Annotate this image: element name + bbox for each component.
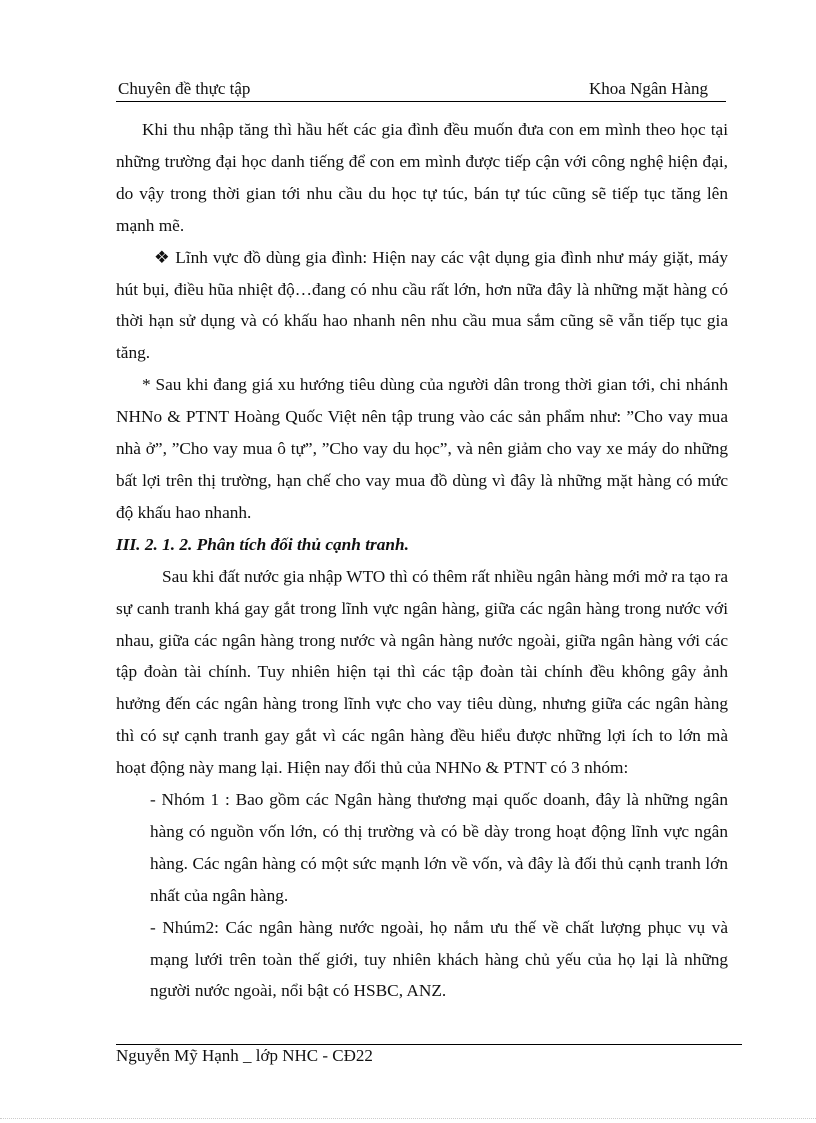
list-item-group-2: - Nhúm2: Các ngân hàng nước ngoài, họ nắm ưu thế về chất lượng phục vụ và mạng lưới trên toàn thế giới, tuy nhiên khách hàng chủ yếu của họ lại là những người nước ngoài, nổi bật có HSBC, ANZ. <box>150 917 728 1001</box>
header-department: Khoa Ngân Hàng <box>589 79 708 98</box>
header-title: Chuyên đề thực tập <box>118 79 251 98</box>
list-item-group-1: - Nhóm 1 : Bao gồm các Ngân hàng thương mại quốc doanh, đây là những ngân hàng có nguồn vốn lớn, có thị trường và có bề dày trong hoạt động lĩnh vực ngân hàng. Các ngân hàng có một sức mạnh lớn về vốn, và đây là đối thủ cạnh tranh lớn nhất của ngân hàng. <box>150 790 728 905</box>
paragraph-study-abroad: Khi thu nhập tăng thì hầu hết các gia đình đều muốn đưa con em mình theo học tại những trường đại học danh tiếng để con em mình được tiếp cận với công nghệ hiện đại, do vậy trong thời gian tới nhu cầu du học tự túc, bán tự túc cũng sẽ tiếp tục tăng lên mạnh mẽ. <box>116 120 728 235</box>
section-heading: III. 2. 1. 2. Phân tích đối thủ cạnh tranh. <box>116 534 409 554</box>
paragraph-conclusion: * Sau khi đang giá xu hướng tiêu dùng của người dân trong thời gian tới, chi nhánh NHNo & PTNT Hoàng Quốc Việt nên tập trung vào các sản phẩm như: ”Cho vay mua nhà ở”, ”Cho vay mua ô tự”, ”Cho vay du học”, và nên giảm cho vay xe máy do những bất lợi trên thị trường, hạn chế cho vay mua đồ dùng vì đây là những mặt hàng có mức độ khấu hao nhanh. <box>116 375 728 522</box>
page-header <box>116 77 726 101</box>
diamond-bullet-icon: ❖ <box>154 247 171 267</box>
document-body <box>116 114 728 1007</box>
header-rule <box>116 101 726 102</box>
paragraph-household-goods-text: Lĩnh vực đồ dùng gia đình: Hiện nay các vật dụng gia đình như máy giặt, máy hút bụi, điều hũa nhiệt độ…đang có nhu cầu rất lớn, hơn nữa đây là những mặt hàng có thời hạn sử dụng và có khấu hao nhanh nên nhu cầu mua sắm cũng sẽ vẫn tiếp tục gia tăng. <box>116 247 728 363</box>
page-footer: Nguyễn Mỹ Hạnh _ lớp NHC - CĐ22 <box>116 1046 373 1065</box>
paragraph-household-goods <box>116 242 728 370</box>
paragraph-competitors: Sau khi đất nước gia nhập WTO thì có thêm rất nhiều ngân hàng mới mở ra tạo ra sự canh tranh khá gay gắt trong lĩnh vực ngân hàng, giữa các ngân hàng trong nước với nhau, giữa các ngân hàng trong nước và ngân hàng nước ngoài, giữa ngân hàng với các tập đoàn tài chính. Tuy nhiên hiện tại thì các tập đoàn tài chính đều không gây ảnh hưởng đến các ngân hàng trong lĩnh vực cho vay tiêu dùng, nhưng giữa các ngân hàng thì có sự cạnh tranh gay gắt vì các ngân hàng đều hiểu được những lợi ích to lớn mà hoạt động này mang lại. Hiện nay đối thủ của NHNo & PTNT có 3 nhóm: <box>116 566 728 778</box>
page-edge-rule <box>0 1118 816 1119</box>
